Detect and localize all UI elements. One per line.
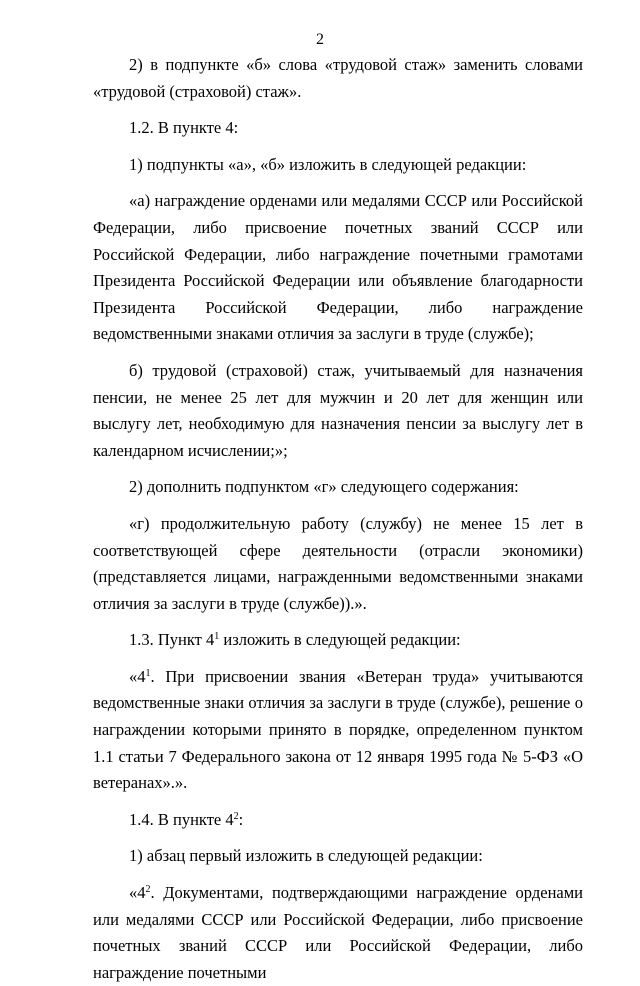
text-fragment: изложить в следующей редакции: — [219, 630, 461, 650]
paragraph-point-4-2 — [93, 880, 583, 986]
paragraph-subpoint-b: б) трудовой (страховой) стаж, учитываемый для назначения пенсии, не менее 25 лет для мужчин и 20 лет для женщин или выслугу лет, необходимую для назначения пенсии за выслугу лет в календарном исчислении;»; — [93, 360, 583, 460]
document-body — [93, 52, 583, 986]
superscript: 1 — [214, 631, 220, 643]
text-fragment: : — [238, 809, 244, 829]
paragraph-1-3-heading — [93, 627, 583, 654]
paragraph-point-4-1 — [93, 664, 583, 797]
paragraph-subpoints-a-b: 1) подпункты «а», «б» изложить в следующей редакции: — [129, 154, 527, 174]
text-fragment: . При присвоении звания «Ветеран труда» учитываются ведомственные знаки отличия за заслуги в труде (службе), решение о награждении которыми принято в порядке, определенном пунктом 1.1 статьи 7 Федерального закона от 12 января 1995 года № 5-ФЗ «О ветеранах».». — [93, 666, 583, 793]
superscript: 2 — [145, 884, 151, 896]
text-fragment: 1.4. В пункте 4 — [129, 809, 234, 829]
paragraph-subpoint-a: «а) награждение орденами или медалями СССР или Российской Федерации, либо присвоение почетных званий СССР или Российской Федерации, либо награждение почетными грамотами Президента Российской Федерации или объявление благодарности Президента Российской Федерации, либо награждение ведомственными знаками отличия за заслуги в труде (службе); — [93, 191, 583, 344]
paragraph-1-4-heading — [93, 807, 583, 834]
paragraph-subpoint-g: «г) продолжительную работу (службу) не менее 15 лет в соответствующей сфере деятельности (отрасли экономики) (представляется лицами, награжденными ведомственными знаками отличия за заслуги в труде (службе)).». — [93, 513, 583, 613]
paragraph-2b-amendment: 2) в подпункте «б» слова «трудовой стаж» заменить словами «трудовой (страховой) стаж». — [93, 55, 583, 101]
text-fragment: . Документами, подтверждающими награждение орденами или медалями СССР или Российской Федерации, либо присвоение почетных званий СССР или Российской Федерации, либо награждение почетными — [93, 883, 583, 982]
superscript: 1 — [145, 667, 151, 679]
page-number: 2 — [316, 31, 324, 48]
superscript: 2 — [233, 810, 239, 822]
text-fragment: «4 — [129, 666, 146, 686]
paragraph-add-subpoint-g: 2) дополнить подпунктом «г» следующего содержания: — [129, 477, 519, 497]
text-fragment: «4 — [129, 883, 146, 903]
paragraph-1-2-heading: 1.2. В пункте 4: — [129, 118, 239, 138]
paragraph-first-abzac: 1) абзац первый изложить в следующей редакции: — [129, 846, 483, 866]
text-fragment: 1.3. Пункт 4 — [129, 630, 215, 650]
